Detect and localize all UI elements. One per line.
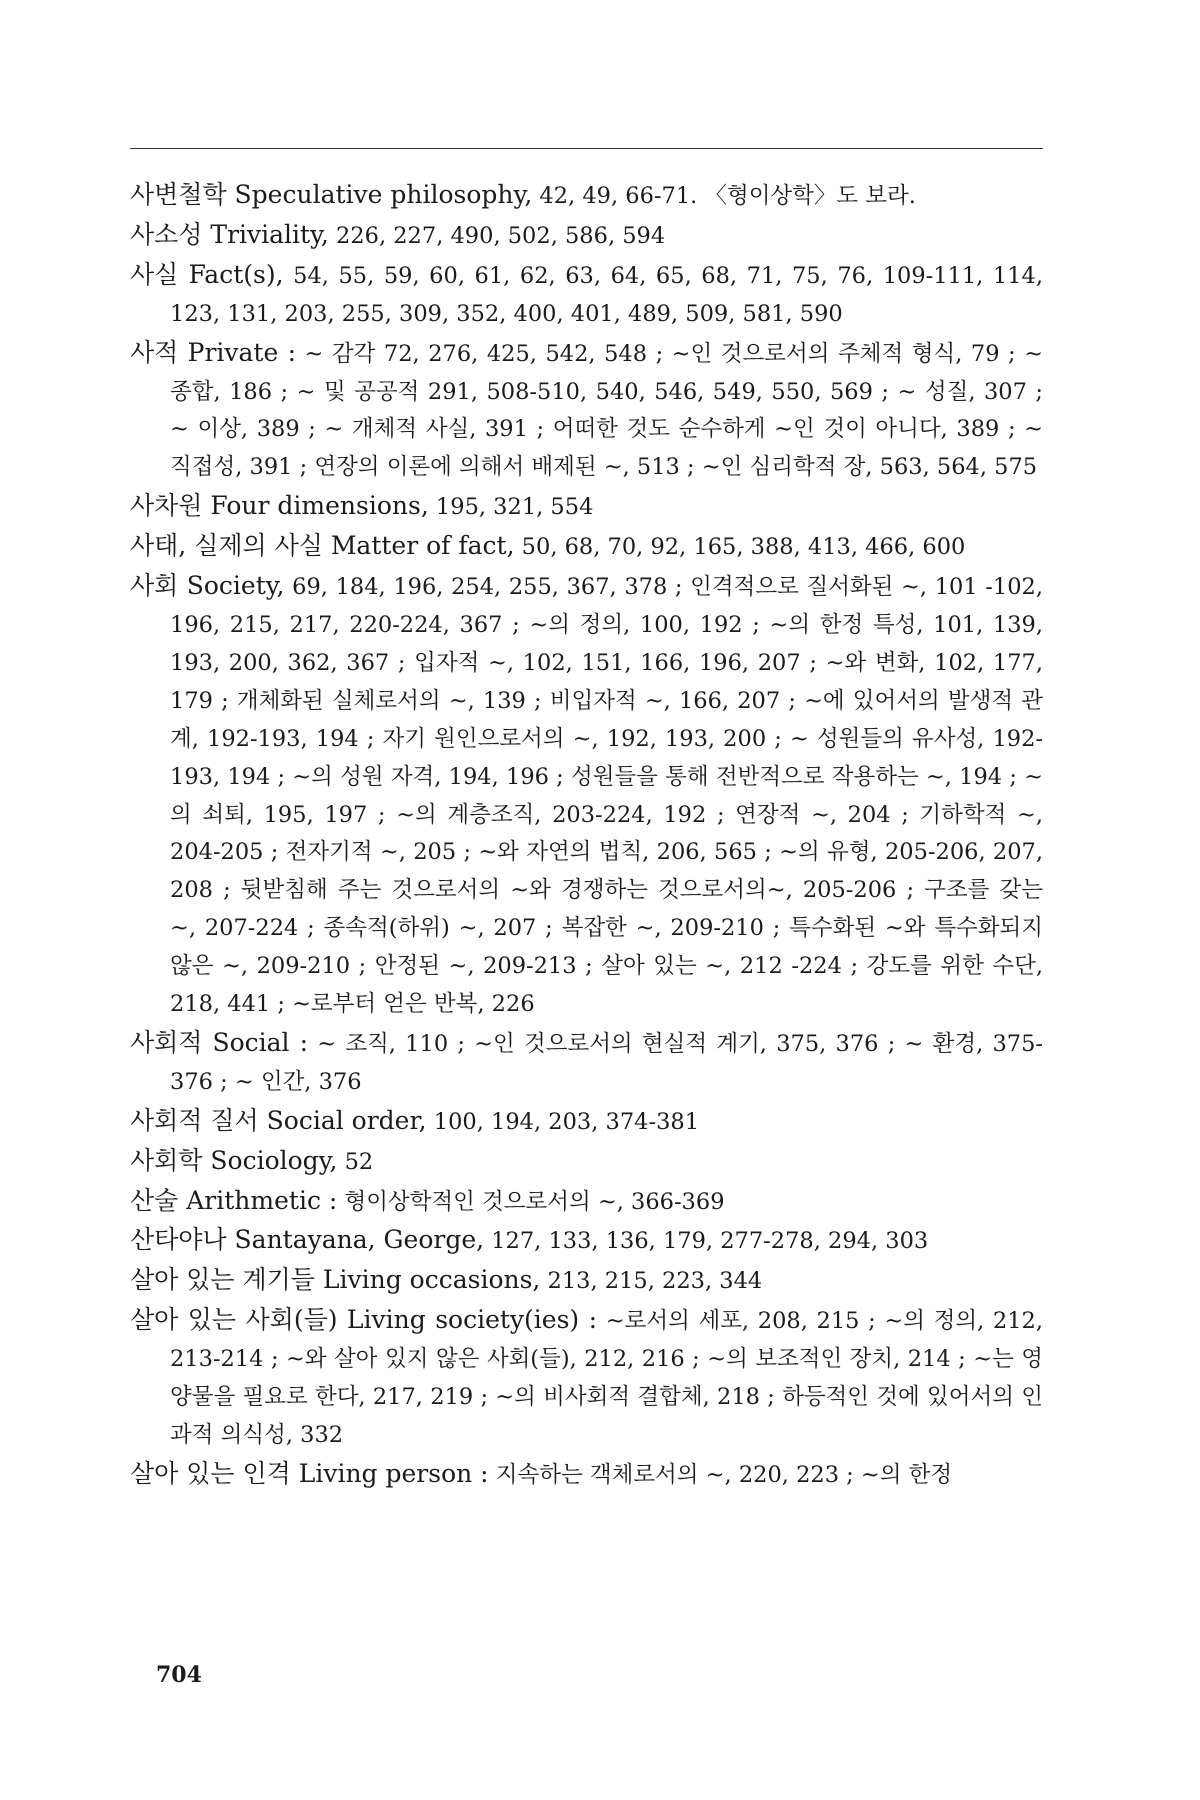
entry-heading: 살아 있는 계기들 Living occasions, [130, 1265, 541, 1295]
entry-heading: 사회학 Sociology, [130, 1145, 338, 1175]
index-entry [130, 1455, 1043, 1495]
index-entry [130, 1142, 1043, 1182]
entry-references: ~ 감각 72, 276, 425, 542, 548 ; ~인 것으로서의 주체적 형식, 79 ; ~ 종합, 186 ; ~ 및 공공적 291, 508-510, 540, 546, 549, 550, 569 ; ~ 성질, 307 ; ~ 이상, 389 ; ~ 개체적 사실, 391 ; 어떠한 것도 순수하게 ~인 것이 아니다, 389 ; ~ 직접성, 391 ; 연장의 이론에 의해서 배제된 ~, 513 ; ~인 심리학적 장, 563, 564, 575 [170, 340, 1043, 481]
entry-heading: 살아 있는 사회(들) Living society(ies) : [130, 1305, 598, 1335]
index-entry [130, 256, 1043, 334]
header-rule [130, 148, 1043, 149]
index-entry [130, 1102, 1043, 1142]
index-entry [130, 1182, 1043, 1222]
entry-references: ~ 조직, 110 ; ~인 것으로서의 현실적 계기, 375, 376 ; ~ 환경, 375-376 ; ~ 인간, 376 [170, 1030, 1044, 1095]
index-entry [130, 527, 1043, 567]
entry-heading: 사적 Private : [130, 337, 297, 367]
entry-references: 42, 49, 66-71. 〈형이상학〉도 보라. [532, 183, 916, 209]
entry-references: 195, 321, 554 [428, 494, 594, 521]
entry-heading: 사실 Fact(s), [130, 259, 284, 289]
index-entry [130, 216, 1043, 256]
index-entry [130, 567, 1043, 1024]
entry-heading: 산타야나 Santayana, George, [130, 1225, 485, 1255]
entry-heading: 사차원 Four dimensions, [130, 491, 429, 521]
entry-heading: 산술 Arithmetic : [130, 1185, 338, 1215]
index-entry [130, 1221, 1043, 1261]
entry-heading: 사회적 Social : [130, 1027, 309, 1057]
index-entry [130, 1261, 1043, 1301]
index-entry [130, 1024, 1043, 1102]
entry-references: 50, 68, 70, 92, 165, 388, 413, 466, 600 [514, 534, 966, 561]
entry-references: 52 [337, 1148, 374, 1175]
index-entry [130, 176, 1043, 216]
entry-references: ~로서의 세포, 208, 215 ; ~의 정의, 212, 213-214 ; ~와 살아 있지 않은 사회(들), 212, 216 ; ~의 보조적인 장치, 214 ; ~는 영양물을 필요로 한다, 217, 219 ; ~의 비사회적 결합체, 218 ; 하등적인 것에 있어서의 인과적 의식성, 332 [170, 1308, 1044, 1448]
index-entry [130, 487, 1043, 527]
index-entry [130, 1301, 1043, 1455]
entry-heading: 사회적 질서 Social order, [130, 1105, 427, 1135]
index-entries [130, 176, 1043, 1495]
entry-heading: 사변철학 Speculative philosophy, [130, 180, 533, 209]
entry-references: 형이상학적인 것으로서의 ~, 366-369 [337, 1188, 725, 1215]
entry-heading: 사소성 Triviality, [130, 219, 329, 249]
entry-references: 226, 227, 490, 502, 586, 594 [328, 222, 666, 249]
entry-heading: 사회 Society, [130, 571, 285, 601]
entry-references: 지속하는 객체로서의 ~, 220, 223 ; ~의 한정 [488, 1461, 953, 1488]
entry-references: 54, 55, 59, 60, 61, 62, 63, 64, 65, 68, 71, 75, 76, 109-111, 114, 123, 131, 203, 255, 309, 352, 400, 401, 489, 509, 581, 590 [170, 262, 1043, 327]
entry-references: 213, 215, 223, 344 [540, 1268, 763, 1295]
page-number: 704 [156, 1662, 202, 1688]
entry-references: 100, 194, 203, 374-381 [426, 1108, 700, 1135]
index-entry [130, 334, 1043, 488]
entry-references: 69, 184, 196, 254, 255, 367, 378 ; 인격적으로 질서화된 ~, 101 -102, 196, 215, 217, 220-224, 367 ; ~의 정의, 100, 192 ; ~의 한정 특성, 101, 139, 193, 200, 362, 367 ; 입자적 ~, 102, 151, 166, 196, 207 ; ~와 변화, 102, 177, 179 ; 개체화된 실체로서의 ~, 139 ; 비입자적 ~, 166, 207 ; ~에 있어서의 발생적 관계, 192-193, 194 ; 자기 원인으로서의 ~, 192, 193, 200 ; ~ 성원들의 유사성, 192-193, 194 ; ~의 성원 자격, 194, 196 ; 성원들을 통해 전반적으로 작용하는 ~, 194 ; ~의 쇠퇴, 195, 197 ; ~의 계층조직, 203-224, 192 ; 연장적 ~, 204 ; 기하학적 ~, 204-205 ; 전자기적 ~, 205 ; ~와 자연의 법칙, 206, 565 ; ~의 유형, 205-206, 207, 208 ; 뒷받침해 주는 것으로서의 ~와 경쟁하는 것으로서의~, 205-206 ; 구조를 갖는 ~, 207-224 ; 종속적(하위) ~, 207 ; 복잡한 ~, 209-210 ; 특수화된 ~와 특수화되지 않은 ~, 209-210 ; 안정된 ~, 209-213 ; 살아 있는 ~, 212 -224 ; 강도를 위한 수단, 218, 441 ; ~로부터 얻은 반복, 226 [170, 574, 1043, 1018]
entry-heading: 사태, 실제의 사실 Matter of fact, [130, 531, 515, 561]
entry-heading: 살아 있는 인격 Living person : [130, 1458, 489, 1488]
entry-references: 127, 133, 136, 179, 277-278, 294, 303 [484, 1228, 929, 1255]
